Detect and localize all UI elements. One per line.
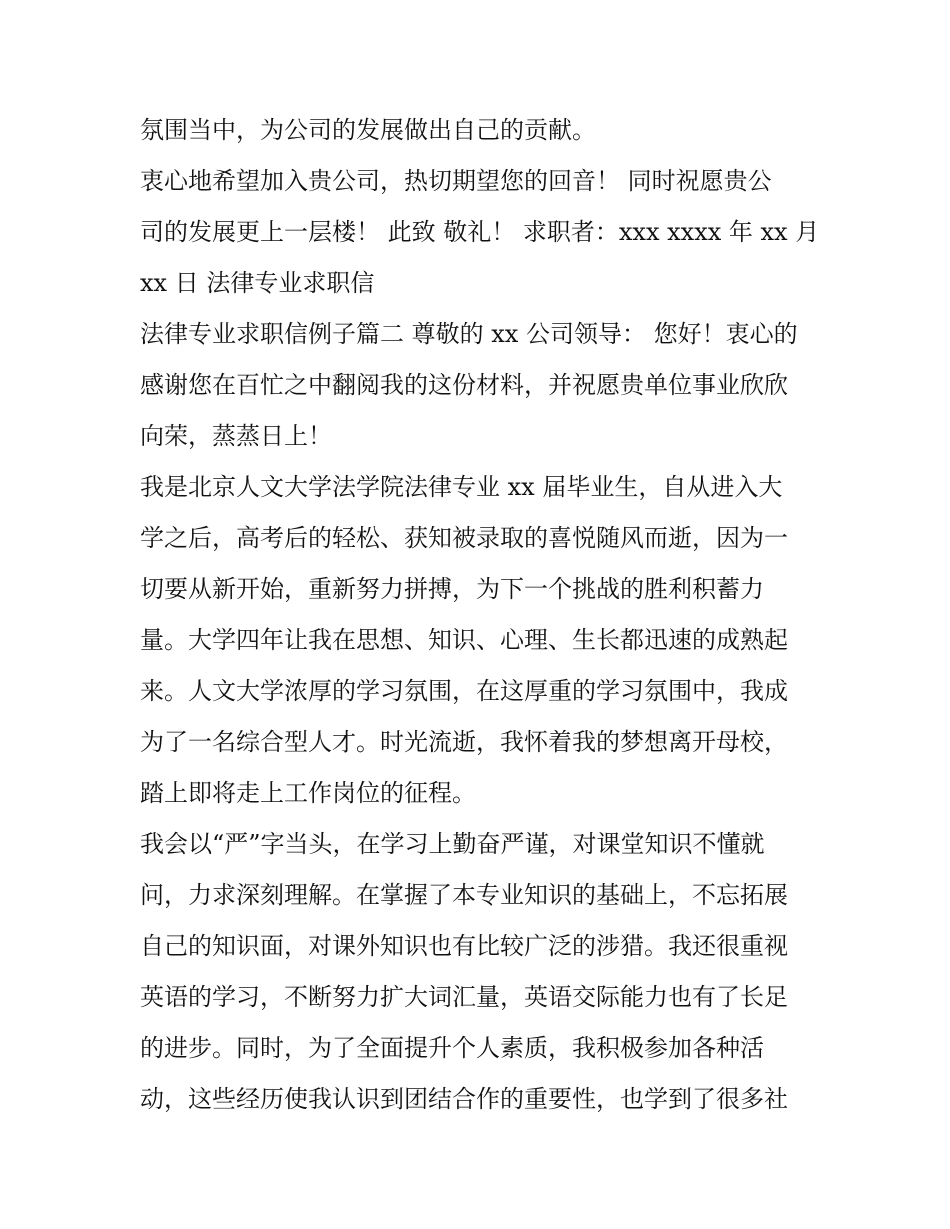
text-line: 感谢您在百忙之中翻阅我的这份材料，并祝愿贵单位事业欣欣 — [140, 371, 788, 399]
text-line: 动，这些经历使我认识到团结合作的重要性，也学到了很多社 — [140, 1085, 788, 1113]
text-line: 英语的学习，不断努力扩大词汇量，英语交际能力也有了长足 — [140, 983, 788, 1011]
text-line: 氛围当中，为公司的发展做出自己的贡献。 — [140, 116, 596, 144]
text-line: 向荣，蒸蒸日上！ — [140, 422, 332, 450]
text-line: 学之后，高考后的轻松、获知被录取的喜悦随风而逝，因为一 — [140, 524, 788, 552]
text-line: 来。人文大学浓厚的学习氛围，在这厚重的学习氛围中，我成 — [140, 677, 788, 705]
text-line: 切要从新开始，重新努力拼搏，为下一个挑战的胜利积蓄力 — [140, 575, 764, 603]
text-line: 我会以“严”字当头，在学习上勤奋严谨，对课堂知识不懂就 — [140, 830, 765, 858]
text-line: 自己的知识面，对课外知识也有比较广泛的涉猎。我还很重视 — [140, 932, 788, 960]
text-line: 问，力求深刻理解。在掌握了本专业知识的基础上，不忘拓展 — [140, 881, 788, 909]
text-line: 法律专业求职信例子篇二 尊敬的 xx 公司领导： 您好！衷心的 — [140, 320, 798, 348]
text-line: 我是北京人文大学法学院法律专业 xx 届毕业生，自从进入大 — [140, 473, 783, 501]
text-line: 踏上即将走上工作岗位的征程。 — [140, 779, 476, 807]
text-line: 为了一名综合型人才。时光流逝，我怀着我的梦想离开母校， — [140, 728, 788, 756]
text-line: 衷心地希望加入贵公司，热切期望您的回音！ 同时祝愿贵公 — [140, 167, 772, 195]
text-line: xx 日 法律专业求职信 — [140, 269, 375, 297]
text-line: 的进步。同时，为了全面提升个人素质，我积极参加各种活 — [140, 1034, 764, 1062]
text-line: 司的发展更上一层楼！ 此致 敬礼！ 求职者：xxx xxxx 年 xx 月 — [140, 218, 820, 246]
document-body — [140, 110, 820, 1130]
text-line: 量。大学四年让我在思想、知识、心理、生长都迅速的成熟起 — [140, 626, 788, 654]
